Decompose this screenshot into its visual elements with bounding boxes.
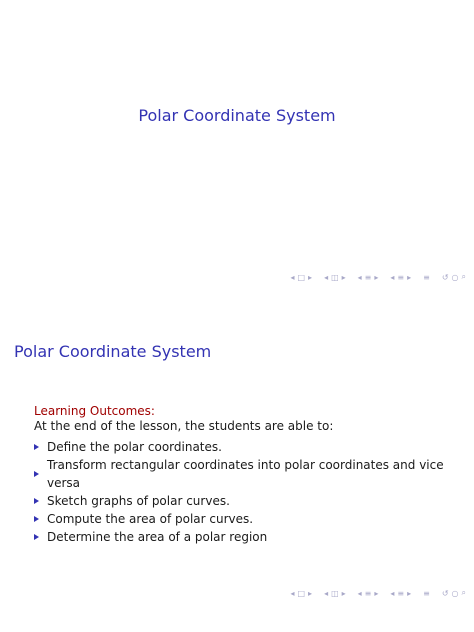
nav-section-icon[interactable]: ≡: [397, 272, 405, 282]
nav-left-arrow-icon[interactable]: ◂: [357, 588, 362, 598]
block-intro: At the end of the lesson, the students are able to:: [34, 419, 334, 433]
outcomes-list: [34, 438, 454, 546]
nav-right-arrow-icon[interactable]: ▸: [407, 588, 412, 598]
nav-right-arrow-icon[interactable]: ▸: [407, 272, 412, 282]
nav-left-arrow-icon[interactable]: ◂: [324, 272, 329, 282]
nav-left-arrow-icon[interactable]: ◂: [357, 272, 362, 282]
nav-subsection-icon[interactable]: ◫: [331, 588, 339, 598]
nav-back-icon[interactable]: ○: [451, 588, 459, 598]
nav-right-arrow-icon[interactable]: ▸: [341, 588, 346, 598]
nav-search-icon[interactable]: ↺: [441, 588, 449, 598]
presentation-title: Polar Coordinate System: [138, 106, 336, 125]
beamer-navigation-bar: [290, 588, 466, 598]
nav-back-icon[interactable]: ≡: [423, 588, 430, 598]
list-item: [34, 528, 454, 546]
frame-title: Polar Coordinate System: [14, 342, 212, 361]
list-item-text: Compute the area of polar curves.: [47, 512, 254, 526]
nav-right-arrow-icon[interactable]: ▸: [308, 272, 313, 282]
nav-section-icon[interactable]: ≡: [364, 588, 372, 598]
list-item: [34, 456, 454, 492]
list-item: [34, 510, 454, 528]
bullet-triangle-icon: [34, 444, 39, 450]
nav-back-icon[interactable]: ○: [451, 272, 459, 282]
nav-search-icon[interactable]: ↺: [441, 272, 449, 282]
nav-left-arrow-icon[interactable]: ◂: [290, 272, 295, 282]
content-slide: [0, 316, 474, 632]
learning-outcomes-block: [34, 404, 454, 546]
list-item: [34, 438, 454, 456]
list-item-text: Transform rectangular coordinates into polar coordinates and vice versa: [47, 458, 444, 490]
bullet-triangle-icon: [34, 498, 39, 504]
nav-search-icon[interactable]: ⌕: [461, 272, 466, 281]
nav-section-icon[interactable]: ≡: [397, 588, 405, 598]
list-item-text: Sketch graphs of polar curves.: [47, 494, 230, 508]
beamer-navigation-bar: [290, 272, 466, 282]
nav-subsection-icon[interactable]: ◫: [331, 272, 339, 282]
nav-section-icon[interactable]: ≡: [364, 272, 372, 282]
nav-frame-icon[interactable]: □: [297, 272, 306, 282]
nav-right-arrow-icon[interactable]: ▸: [341, 272, 346, 282]
nav-search-icon[interactable]: ⌕: [461, 588, 466, 597]
nav-left-arrow-icon[interactable]: ◂: [324, 588, 329, 598]
nav-left-arrow-icon[interactable]: ◂: [290, 588, 295, 598]
nav-left-arrow-icon[interactable]: ◂: [390, 272, 395, 282]
nav-left-arrow-icon[interactable]: ◂: [390, 588, 395, 598]
nav-right-arrow-icon[interactable]: ▸: [308, 588, 313, 598]
bullet-triangle-icon: [34, 534, 39, 540]
nav-right-arrow-icon[interactable]: ▸: [374, 588, 379, 598]
nav-back-icon[interactable]: ≡: [423, 272, 430, 282]
bullet-triangle-icon: [34, 516, 39, 522]
list-item-text: Define the polar coordinates.: [47, 440, 222, 454]
block-title: Learning Outcomes:: [34, 404, 155, 418]
bullet-triangle-icon: [34, 471, 39, 477]
list-item: [34, 492, 454, 510]
list-item-text: Determine the area of a polar region: [47, 530, 268, 544]
nav-frame-icon[interactable]: □: [297, 588, 306, 598]
nav-right-arrow-icon[interactable]: ▸: [374, 272, 379, 282]
